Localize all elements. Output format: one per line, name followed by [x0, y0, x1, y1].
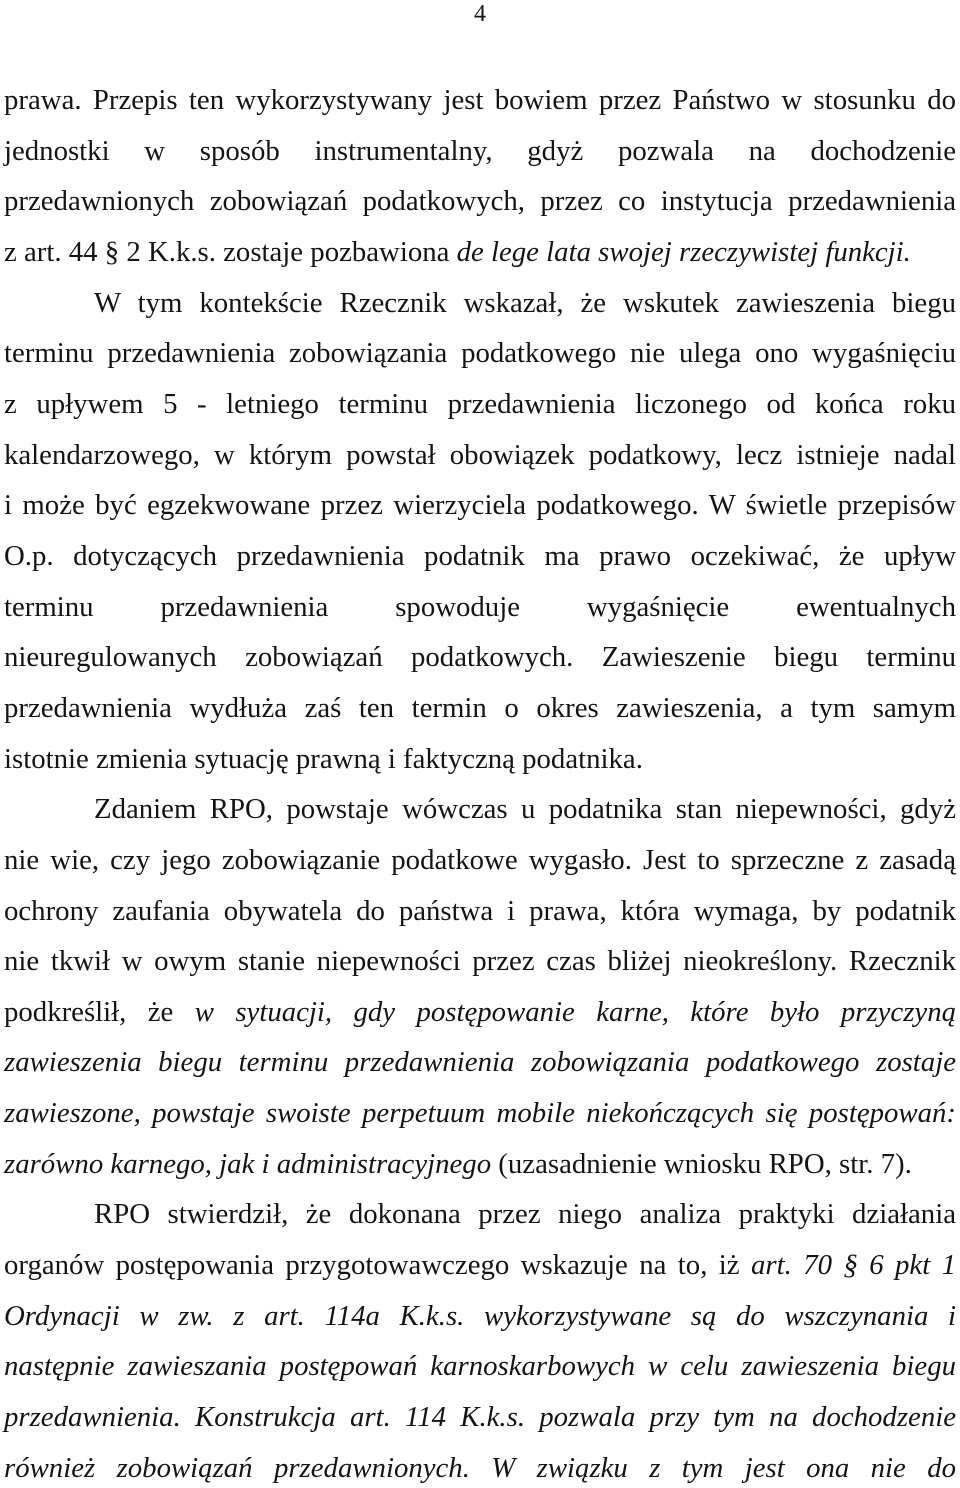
text-segment: prawa. Przepis ten wykorzystywany jest bowiem przez Państwo w stosunku do	[4, 84, 956, 116]
text-segment: jednostki w sposób instrumentalny, gdyż pozwala na dochodzenie	[4, 134, 956, 167]
text-line	[4, 236, 956, 268]
italic-text-segment: następnie zawieszania postępowań karnoskarbowych w celu zawieszenia biegu	[4, 1350, 956, 1383]
text-line	[4, 1046, 956, 1078]
text-line	[4, 1097, 956, 1129]
text-segment: nie tkwił w owym stanie niepewności przez czas bliżej nieokreślony. Rzecznik	[4, 945, 956, 978]
italic-text-segment: również zobowiązań przedawnionych. W związku z tym jest ona nie do	[4, 1451, 956, 1484]
italic-text-segment: art. 70 § 6 pkt 1	[751, 1249, 956, 1282]
text-segment: terminu przedawnienia spowoduje wygaśnięcie ewentualnych	[4, 590, 956, 623]
italic-text-segment: w sytuacji, gdy postępowanie karne, które było przyczyną	[194, 995, 957, 1028]
italic-text-segment: zawieszone, powstaje swoiste perpetuum mobile niekończących się postępowań:	[4, 1097, 956, 1130]
text-line	[4, 692, 956, 724]
text-segment: przedawnionych zobowiązań podatkowych, przez co instytucja przedawnienia	[4, 185, 956, 218]
text-line	[4, 996, 956, 1028]
italic-text-segment: zawieszenia biegu terminu przedawnienia zobowiązania podatkowego zostaje	[4, 1046, 956, 1079]
text-line	[4, 1401, 956, 1433]
text-segment: W tym kontekście Rzecznik wskazał, że wskutek zawieszenia biegu	[94, 286, 956, 319]
italic-text-segment: de lege lata swojej rzeczywistej funkcji.	[456, 235, 911, 268]
paragraph	[4, 287, 956, 775]
text-line	[4, 743, 956, 775]
document-body	[4, 84, 956, 1484]
text-segment: i może być egzekwowane przez wierzyciela podatkowego. W świetle przepisów	[4, 489, 956, 522]
text-line	[4, 793, 956, 825]
text-line	[4, 1452, 956, 1484]
text-segment: podkreślił, że	[4, 995, 195, 1028]
text-segment: ochrony zaufania obywatela do państwa i prawa, która wymaga, by podatnik	[4, 894, 956, 927]
text-segment: istotnie zmienia sytuację prawną i faktyczną podatnika.	[4, 742, 643, 775]
text-line	[4, 1350, 956, 1382]
text-line	[4, 1249, 956, 1281]
text-line	[4, 1148, 956, 1180]
text-segment: z art. 44 § 2 K.k.s. zostaje pozbawiona	[4, 235, 457, 268]
text-line	[4, 641, 956, 673]
text-segment: (uzasadnienie wniosku RPO, str. 7).	[491, 1147, 912, 1180]
page-number: 4	[474, 1, 486, 27]
text-line	[4, 388, 956, 420]
italic-text-segment: przedawnienia. Konstrukcja art. 114 K.k.s. pozwala przy tym na dochodzenie	[4, 1401, 956, 1434]
text-segment: nie wie, czy jego zobowiązanie podatkowe wygasło. Jest to sprzeczne z zasadą	[4, 843, 956, 876]
text-line	[4, 185, 956, 217]
text-segment: nieuregulowanych zobowiązań podatkowych. Zawieszenie biegu terminu	[4, 641, 956, 674]
text-line	[4, 1198, 956, 1230]
text-line	[4, 287, 956, 319]
text-segment: Zdaniem RPO, powstaje wówczas u podatnika stan niepewności, gdyż	[94, 793, 956, 826]
text-line	[4, 844, 956, 876]
text-segment: kalendarzowego, w którym powstał obowiązek podatkowy, lecz istnieje nadal	[4, 438, 956, 471]
paragraph	[4, 1198, 956, 1483]
text-line	[4, 895, 956, 927]
text-line	[4, 489, 956, 521]
text-line	[4, 84, 956, 116]
paragraph	[4, 84, 956, 268]
text-line	[4, 439, 956, 471]
text-segment: terminu przedawnienia zobowiązania podatkowego nie ulega ono wygaśnięciu	[4, 337, 956, 370]
text-segment: RPO stwierdził, że dokonana przez niego analiza praktyki działania	[94, 1198, 956, 1231]
text-line	[4, 945, 956, 977]
text-line	[4, 135, 956, 167]
text-line	[4, 1300, 956, 1332]
text-segment: O.p. dotyczących przedawnienia podatnik ma prawo oczekiwać, że upływ	[4, 539, 956, 572]
text-segment: organów postępowania przygotowawczego wskazuje na to, iż	[4, 1249, 751, 1282]
text-segment: przedawnienia wydłuża zaś ten termin o okres zawieszenia, a tym samym	[4, 691, 956, 724]
italic-text-segment: Ordynacji w zw. z art. 114a K.k.s. wykorzystywane są do wszczynania i	[4, 1299, 956, 1332]
text-line	[4, 540, 956, 572]
text-line	[4, 591, 956, 623]
text-segment: z upływem 5 - letniego terminu przedawnienia liczonego od końca roku	[4, 387, 956, 420]
text-line	[4, 337, 956, 369]
italic-text-segment: zarówno karnego, jak i administracyjnego	[4, 1147, 492, 1180]
paragraph	[4, 793, 956, 1180]
